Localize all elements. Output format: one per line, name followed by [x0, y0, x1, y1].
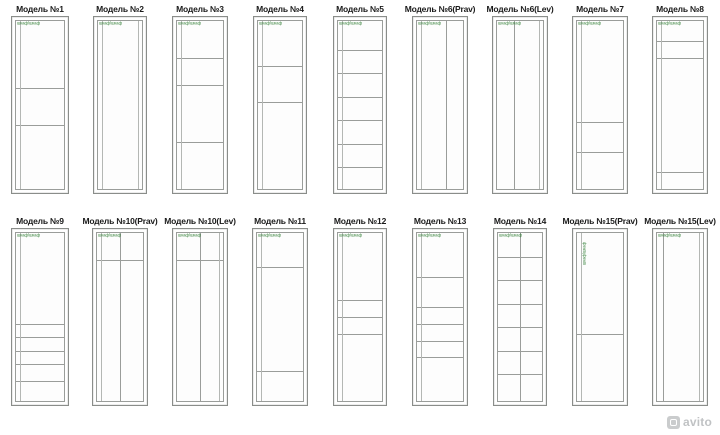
model-caption: Модель №15(Lev)	[644, 216, 716, 226]
model-caption: Модель №11	[254, 216, 306, 226]
cabinet-interior	[496, 20, 544, 190]
shelf-line	[577, 334, 623, 335]
cabinet-outline	[92, 228, 148, 406]
shelf-line	[577, 152, 623, 153]
door-edge-line	[102, 21, 103, 189]
model-caption: Модель №10(Lev)	[164, 216, 236, 226]
shelf-line	[338, 317, 382, 318]
cabinet-outline	[11, 228, 69, 406]
shelf-line	[338, 120, 382, 121]
cabinet-outline	[493, 228, 547, 406]
dimension-label: шкаф/шкаф	[99, 21, 123, 26]
model-caption: Модель №15(Prav)	[562, 216, 638, 226]
cabinet-outline	[172, 16, 228, 194]
model-cell	[160, 216, 240, 406]
model-caption: Модель №2	[96, 4, 144, 14]
model-cell	[640, 216, 720, 406]
model-figure	[652, 228, 708, 406]
model-caption: Модель №14	[493, 216, 547, 226]
model-cell	[480, 216, 560, 406]
model-figure	[93, 16, 147, 194]
model-caption: Модель №4	[256, 4, 304, 14]
cabinet-outline	[412, 228, 468, 406]
shelf-line	[257, 371, 303, 372]
door-edge-line	[138, 21, 139, 189]
model-cell	[160, 4, 240, 194]
dimension-label: шкаф/шкаф	[17, 233, 41, 238]
model-caption: Модель №6(Prav)	[404, 4, 476, 14]
model-row-2	[0, 216, 720, 406]
model-cell	[400, 4, 480, 194]
model-cell	[640, 4, 720, 194]
model-cell	[240, 4, 320, 194]
cabinet-outline	[412, 16, 468, 194]
door-edge-line	[539, 21, 540, 189]
shelf-line	[417, 357, 463, 358]
shelf-line	[338, 73, 382, 74]
dimension-label: шкаф/шкаф	[178, 233, 202, 238]
model-caption: Модель №9	[16, 216, 64, 226]
model-figure	[11, 228, 69, 406]
cabinet-outline	[333, 228, 387, 406]
shelf-line	[657, 41, 703, 42]
model-cell	[320, 216, 400, 406]
shelf-line	[177, 85, 223, 86]
cabinet-interior	[176, 20, 224, 190]
door-edge-line	[181, 21, 182, 189]
cabinet-interior	[15, 232, 65, 402]
dimension-label: шкаф/шкаф	[178, 21, 202, 26]
watermark	[667, 415, 712, 429]
vertical-divider	[446, 21, 447, 189]
model-caption: Модель №10(Prav)	[82, 216, 158, 226]
cabinet-interior	[337, 232, 383, 402]
model-figure	[492, 16, 548, 194]
model-figure	[572, 228, 628, 406]
door-edge-line	[20, 21, 21, 189]
model-figure	[252, 228, 308, 406]
model-cell	[480, 4, 560, 194]
door-edge-line	[262, 21, 263, 189]
cabinet-interior	[256, 232, 304, 402]
door-edge-line	[219, 233, 220, 401]
shelf-line	[16, 125, 64, 126]
door-edge-line	[699, 233, 700, 401]
dimension-label: шкаф/шкаф	[17, 21, 41, 26]
dimension-label: шкаф/шкаф	[258, 233, 282, 238]
model-figure	[253, 16, 307, 194]
vertical-divider	[514, 21, 515, 189]
dimension-label: шкаф/шкаф	[499, 233, 523, 238]
cabinet-interior	[176, 232, 224, 402]
cabinet-outline	[93, 16, 147, 194]
dimension-label: шкаф/шкаф	[578, 21, 602, 26]
model-caption: Модель №3	[176, 4, 224, 14]
shelf-line	[657, 172, 703, 173]
shelf-line	[16, 351, 64, 352]
cabinet-interior	[257, 20, 303, 190]
shelf-line	[417, 277, 463, 278]
cabinet-outline	[572, 228, 628, 406]
dimension-label: шкаф/шкаф	[418, 21, 442, 26]
cabinet-outline	[253, 16, 307, 194]
cabinet-interior	[337, 20, 383, 190]
dimension-label: шкаф/шкаф	[582, 241, 587, 265]
model-row-1	[0, 4, 720, 194]
vertical-divider	[520, 233, 521, 401]
model-cell	[320, 4, 400, 194]
watermark-text: avito	[682, 415, 712, 429]
shelf-line	[338, 144, 382, 145]
cabinet-interior	[96, 232, 144, 402]
shelf-line	[577, 122, 623, 123]
door-edge-line	[661, 21, 662, 189]
shelf-line	[16, 324, 64, 325]
model-cell	[80, 4, 160, 194]
cabinet-outline	[492, 16, 548, 194]
vertical-divider	[120, 233, 121, 401]
cabinet-outline	[252, 228, 308, 406]
cabinet-outline	[652, 16, 708, 194]
shelf-line	[177, 142, 223, 143]
shelf-line	[338, 300, 382, 301]
shelf-line	[338, 97, 382, 98]
shelf-line	[258, 66, 302, 67]
door-edge-line	[421, 233, 422, 401]
model-figure	[172, 228, 228, 406]
model-caption: Модель №13	[413, 216, 467, 226]
cabinet-outline	[333, 16, 387, 194]
shelf-line	[657, 58, 703, 59]
cabinet-interior	[656, 20, 704, 190]
dimension-label: шкаф/шкаф	[339, 21, 363, 26]
model-caption: Модель №8	[656, 4, 704, 14]
model-caption: Модель №1	[16, 4, 64, 14]
avito-logo-icon	[667, 416, 680, 429]
shelf-line	[417, 341, 463, 342]
shelf-line	[338, 50, 382, 51]
model-figure	[11, 16, 69, 194]
vertical-divider	[663, 233, 664, 401]
shelf-line	[16, 88, 64, 89]
cabinet-interior	[15, 20, 65, 190]
door-edge-line	[342, 233, 343, 401]
dimension-label: шкаф/шкаф	[418, 233, 442, 238]
cabinet-outline	[652, 228, 708, 406]
model-cell	[560, 216, 640, 406]
model-figure	[172, 16, 228, 194]
door-edge-line	[342, 21, 343, 189]
model-figure	[652, 16, 708, 194]
shelf-line	[177, 58, 223, 59]
cabinet-outline	[11, 16, 69, 194]
cabinet-interior	[656, 232, 704, 402]
cabinet-interior	[576, 20, 624, 190]
model-figure	[333, 16, 387, 194]
cabinet-outline	[572, 16, 628, 194]
cabinet-interior	[416, 232, 464, 402]
model-figure	[572, 16, 628, 194]
shelf-line	[16, 337, 64, 338]
shelf-line	[417, 324, 463, 325]
door-edge-line	[261, 233, 262, 401]
cabinet-outline	[172, 228, 228, 406]
model-caption: Модель №6(Lev)	[486, 4, 554, 14]
model-cell	[0, 4, 80, 194]
model-figure	[412, 228, 468, 406]
model-figure	[92, 228, 148, 406]
shelf-line	[16, 381, 64, 382]
door-edge-line	[20, 233, 21, 401]
shelf-line	[338, 334, 382, 335]
vertical-divider	[200, 233, 201, 401]
shelf-line	[417, 307, 463, 308]
dimension-label: шкаф/шкаф	[339, 233, 363, 238]
cabinet-interior	[416, 20, 464, 190]
model-figure	[333, 228, 387, 406]
model-caption: Модель №5	[336, 4, 384, 14]
cabinet-interior	[497, 232, 543, 402]
model-figure	[412, 16, 468, 194]
dimension-label: шкаф/шкаф	[498, 21, 522, 26]
shelf-line	[257, 267, 303, 268]
model-caption: Модель №12	[333, 216, 387, 226]
cabinet-interior	[97, 20, 143, 190]
shelf-line	[338, 167, 382, 168]
model-cell	[0, 216, 80, 406]
model-cell	[240, 216, 320, 406]
dimension-label: шкаф/шкаф	[658, 21, 682, 26]
model-figure	[493, 228, 547, 406]
door-edge-line	[421, 21, 422, 189]
model-caption: Модель №7	[576, 4, 624, 14]
model-cell	[80, 216, 160, 406]
model-cell	[560, 4, 640, 194]
shelf-line	[258, 102, 302, 103]
model-cell	[400, 216, 480, 406]
door-edge-line	[101, 233, 102, 401]
dimension-label: шкаф/шкаф	[259, 21, 283, 26]
shelf-line	[16, 364, 64, 365]
dimension-label: шкаф/шкаф	[98, 233, 122, 238]
dimension-label: шкаф/шкаф	[658, 233, 682, 238]
door-edge-line	[581, 21, 582, 189]
